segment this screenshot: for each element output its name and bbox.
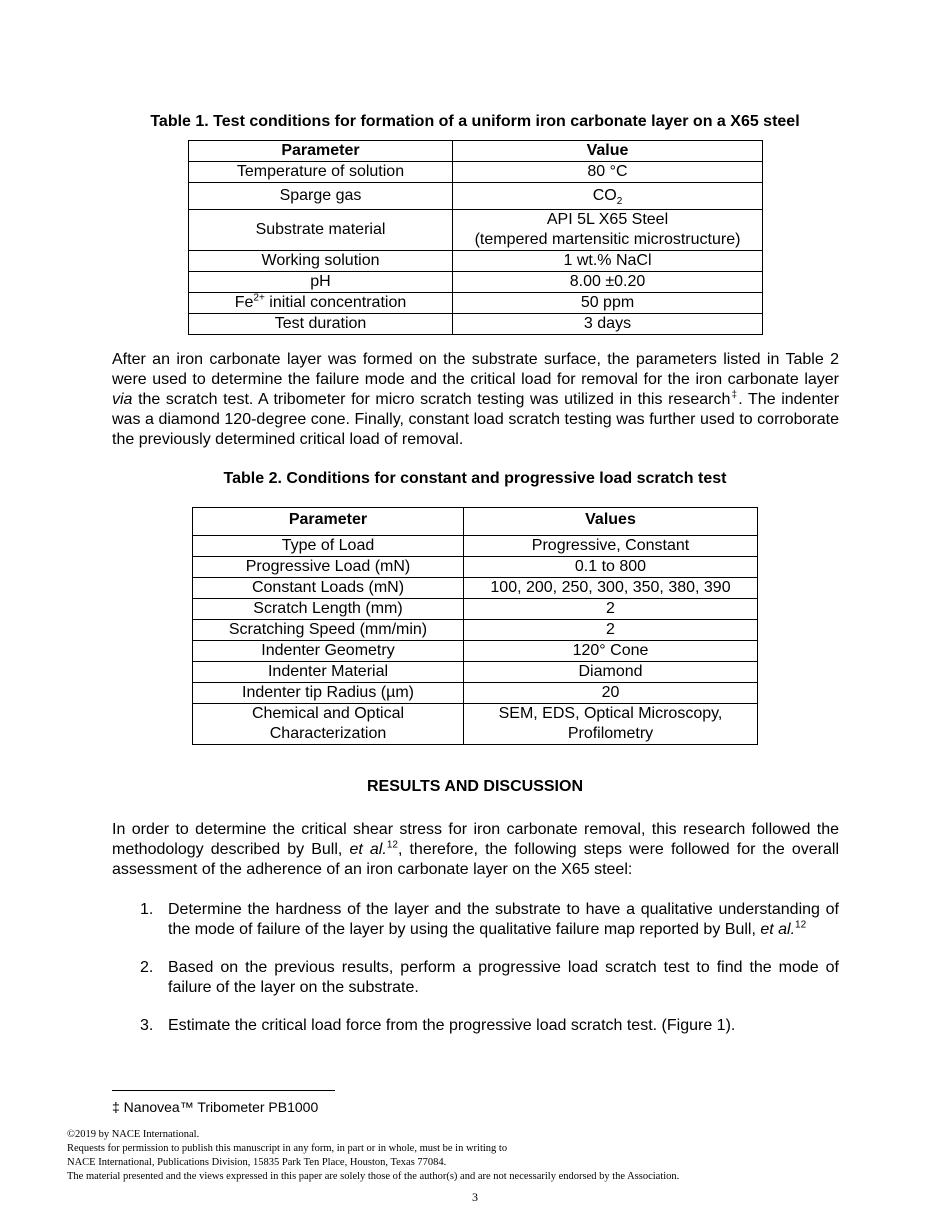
page-number: 3 [472, 1190, 478, 1204]
table2-value: Diamond [464, 662, 758, 683]
para2-text-b: , therefore, the following steps were followed for the overall assessment of the adherence of an iron carbonate layer on the X65 steel: [112, 841, 840, 878]
table2-value: 120° Cone [464, 641, 758, 662]
copyright-notice [67, 1128, 679, 1184]
table-row [193, 536, 758, 557]
citation-sup: 12 [795, 919, 807, 931]
table2-value: 0.1 to 800 [464, 557, 758, 578]
list-item [112, 1016, 839, 1036]
footnote-marker: ‡ [730, 389, 739, 401]
table2-caption: Table 2. Conditions for constant and progressive load scratch test [223, 470, 727, 487]
fe-sup: 2+ [253, 292, 265, 304]
co2-main: CO [592, 187, 617, 204]
fine-line: The material presented and the views expressed in this paper are solely those of the author(s) and are not necessarily endorsed by the Association. [67, 1171, 680, 1182]
footnote-divider [112, 1090, 335, 1091]
table1-caption: Table 1. Test conditions for formation of a uniform iron carbonate layer on a X65 steel [150, 113, 800, 130]
table1-header-value: Value [453, 141, 763, 162]
table-row [189, 162, 763, 183]
table2-param: Scratch Length (mm) [193, 599, 464, 620]
para1-text-a: After an iron carbonate layer was formed on the substrate surface, the parameters listed in Table 2 were used to determine the failure mode and the critical load for removal for the iron carbonate layer [112, 351, 839, 388]
table1-header-parameter: Parameter [189, 141, 453, 162]
table1-value: 8.00 ±0.20 [453, 272, 763, 293]
table2-value: 2 [464, 620, 758, 641]
fine-line: ©2019 by NACE International. [67, 1129, 200, 1140]
table-row [193, 557, 758, 578]
table2-value [464, 704, 758, 745]
table-row [189, 183, 763, 210]
table1-value: 50 ppm [453, 293, 763, 314]
table1-param: Test duration [189, 314, 453, 335]
table-row [193, 662, 758, 683]
list-number: 1. [140, 901, 154, 918]
param-line: Characterization [269, 725, 387, 742]
para1-text-c: . The indenter was a diamond 120-degree cone. Finally, constant load scratch testing was further used to corroborate the previously determined critical load of removal. [112, 391, 840, 448]
section-heading: RESULTS AND DISCUSSION [366, 778, 583, 795]
fine-line: Requests for permission to publish this manuscript in any form, in part or in whole, must be in writing to [67, 1143, 508, 1154]
table2-value: 2 [464, 599, 758, 620]
table2-param: Indenter tip Radius (µm) [193, 683, 464, 704]
steps-list [112, 900, 839, 1054]
table1-param: Sparge gas [189, 183, 453, 210]
table-row [193, 704, 758, 745]
table-row [193, 599, 758, 620]
table2-value: 100, 200, 250, 300, 350, 380, 390 [464, 578, 758, 599]
fe-main: Fe [234, 294, 254, 311]
table1-param: pH [189, 272, 453, 293]
table1-value: 1 wt.% NaCl [453, 251, 763, 272]
co2-sub: 2 [616, 196, 623, 208]
table-row [193, 641, 758, 662]
table2-param: Indenter Material [193, 662, 464, 683]
table-header-row [189, 141, 763, 162]
footnote: ‡ Nanovea™ Tribometer PB1000 [112, 1099, 319, 1115]
table2-header-parameter: Parameter [193, 508, 464, 536]
table-row [189, 314, 763, 335]
table1-param: Temperature of solution [189, 162, 453, 183]
fe-rest: initial concentration [264, 294, 407, 311]
table1-value [453, 183, 763, 210]
table-row [189, 272, 763, 293]
value-line: SEM, EDS, Optical Microscopy, [498, 705, 723, 722]
para2-italic: et al. [349, 841, 387, 858]
para1-text-b: the scratch test. A tribometer for micro scratch testing was utilized in this research [132, 391, 731, 408]
step-text: Estimate the critical load force from the progressive load scratch test. (Figure 1). [168, 1017, 736, 1034]
table-header-row [193, 508, 758, 536]
para2-text-a: In order to determine the critical shear stress for iron carbonate removal, this research followed the methodology described by Bull, [112, 821, 839, 858]
table2-param: Progressive Load (mN) [193, 557, 464, 578]
table2-value: Progressive, Constant [464, 536, 758, 557]
table-row [189, 293, 763, 314]
list-number: 2. [140, 959, 154, 976]
table2-param: Constant Loads (mN) [193, 578, 464, 599]
list-item [112, 958, 839, 998]
step-text: Determine the hardness of the layer and the substrate to have a qualitative understanding of the mode of failure of the layer by using the qualitative failure map reported by Bull, [168, 901, 839, 938]
param-line: Chemical and Optical [251, 705, 405, 722]
table2-param: Indenter Geometry [193, 641, 464, 662]
table2-value: 20 [464, 683, 758, 704]
table2-param [193, 704, 464, 745]
step-text: Based on the previous results, perform a progressive load scratch test to find the mode of failure of the layer on the substrate. [168, 959, 839, 996]
table1-param [189, 293, 453, 314]
table1-value [453, 210, 763, 251]
table-row [193, 620, 758, 641]
table-row [189, 251, 763, 272]
table2-header-values: Values [464, 508, 758, 536]
para1-italic: via [112, 391, 133, 408]
list-item [112, 900, 839, 940]
table1-param: Working solution [189, 251, 453, 272]
table1-param: Substrate material [189, 210, 453, 251]
table2 [192, 507, 758, 745]
list-number: 3. [140, 1017, 154, 1034]
step-italic: et al. [760, 921, 796, 938]
table-row [193, 683, 758, 704]
table-row [193, 578, 758, 599]
table2-param: Scratching Speed (mm/min) [193, 620, 464, 641]
citation-sup: 12 [386, 839, 398, 851]
value-line: (tempered martensitic microstructure) [474, 231, 741, 248]
value-line: Profilometry [567, 725, 654, 742]
table1-value: 3 days [453, 314, 763, 335]
table1 [188, 140, 763, 335]
paragraph-methodology [112, 820, 839, 880]
paragraph-methods [112, 350, 839, 450]
table2-param: Type of Load [193, 536, 464, 557]
table-row [189, 210, 763, 251]
table1-value: 80 °C [453, 162, 763, 183]
fine-line: NACE International, Publications Division, 15835 Park Ten Place, Houston, Texas 77084. [67, 1157, 447, 1168]
value-line: API 5L X65 Steel [546, 211, 669, 228]
